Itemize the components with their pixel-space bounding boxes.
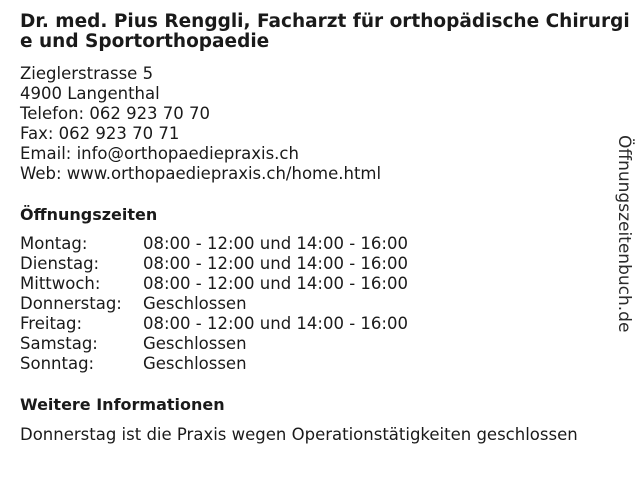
hours-time: 08:00 - 12:00 und 14:00 - 16:00 — [143, 274, 408, 293]
hours-day: Donnerstag: — [20, 294, 122, 313]
hours-day: Dienstag: — [20, 254, 100, 273]
hours-time: Geschlossen — [143, 334, 247, 353]
address-city: 4900 Langenthal — [20, 84, 160, 103]
hours-day: Freitag: — [20, 314, 83, 333]
hours-time: 08:00 - 12:00 und 14:00 - 16:00 — [143, 234, 408, 253]
address-block — [20, 64, 381, 184]
hours-time: Geschlossen — [143, 294, 247, 313]
hours-day: Sonntag: — [20, 354, 95, 373]
further-info-heading: Weitere Informationen — [20, 395, 225, 414]
hours-time: Geschlossen — [143, 354, 247, 373]
further-info-text: Donnerstag ist die Praxis wegen Operationstätigkeiten geschlossen — [20, 425, 578, 444]
email-line: Email: info@orthopaediepraxis.ch — [20, 144, 299, 163]
hours-row-monday — [20, 234, 408, 254]
hours-day: Samstag: — [20, 334, 98, 353]
hours-row-sunday — [20, 354, 408, 374]
opening-hours-table — [20, 234, 408, 374]
watermark-text: Öffnungszeitenbuch.de — [614, 135, 634, 333]
opening-hours-heading: Öffnungszeiten — [20, 205, 158, 224]
phone-line: Telefon: 062 923 70 70 — [20, 104, 211, 123]
hours-row-wednesday — [20, 274, 408, 294]
address-street: Zieglerstrasse 5 — [20, 64, 154, 83]
fax-line: Fax: 062 923 70 71 — [20, 124, 180, 143]
hours-row-thursday — [20, 294, 408, 314]
hours-day: Montag: — [20, 234, 88, 253]
hours-day: Mittwoch: — [20, 274, 101, 293]
hours-row-tuesday — [20, 254, 408, 274]
page-title: Dr. med. Pius Renggli, Facharzt für orthopädische Chirurgie und Sportorthopaedie — [20, 11, 630, 52]
hours-row-saturday — [20, 334, 408, 354]
web-line: Web: www.orthopaediepraxis.ch/home.html — [20, 164, 382, 183]
hours-time: 08:00 - 12:00 und 14:00 - 16:00 — [143, 254, 408, 273]
hours-row-friday — [20, 314, 408, 334]
hours-time: 08:00 - 12:00 und 14:00 - 16:00 — [143, 314, 408, 333]
